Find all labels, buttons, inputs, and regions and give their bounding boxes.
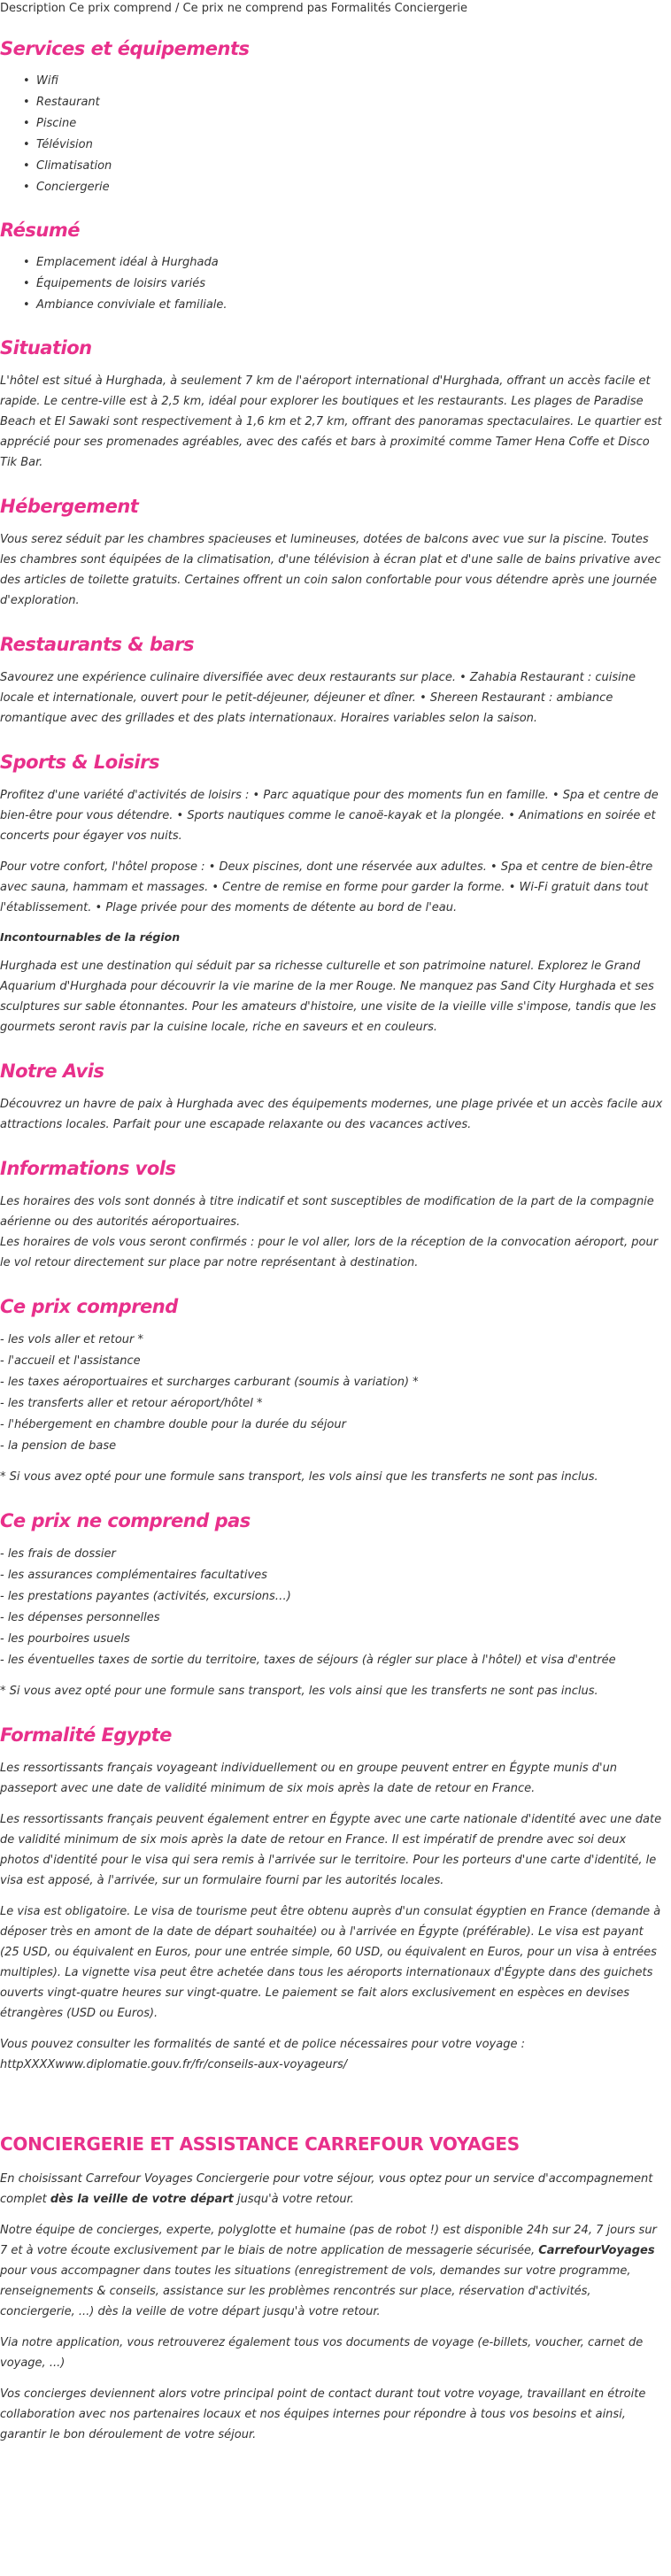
divider: [0, 2112, 666, 2113]
conciergerie-p1: [0, 2169, 666, 2210]
formalite-link[interactable]: httpXXXXwww.diplomatie.gouv.fr/fr/conseils-aux-voyageurs/: [0, 2058, 348, 2071]
vols-line-2: Les horaires de vols vous seront confirmés : pour le vol aller, lors de la réception de la convocation aéroport, pour le vol retour directement sur place par notre représentant à destination.: [0, 1236, 659, 1269]
formalite-p3: Le visa est obligatoire. Le visa de tourisme peut être obtenu auprès d'un consulat égyptien en France (demande à déposer très en amont de la date de départ souhaitée) ou à l'arrivée en Égypte (préférable). Le visa est payant (25 USD, ou équivalent en Euros, pour une entrée simple, 60 USD, ou équivalent en Euros, pour un visa à entrées multiples). La vignette visa peut être achetée dans tous les aéroports internationaux d'Égypte dans des guichets ouverts vingt-quatre heures sur vingt-quatre. Le paiement se fait alors exclusivement en espèces en devises étrangères (USD ou Euros).: [0, 1905, 661, 2020]
tab-bar: [0, 0, 666, 18]
list-item: - les éventuelles taxes de sortie du territoire, taxes de séjours (à régler sur place à l'hôtel) et visa d'entrée: [0, 1654, 616, 1667]
vols-line-1: Les horaires des vols sont donnés à titre indicatif et sont susceptibles de modification de la part de la compagnie aérienne ou des autorités aéroportuaires.: [0, 1195, 654, 1229]
list-item: • Ambiance conviviale et familiale.: [23, 295, 666, 316]
formalite-p2: Les ressortissants français peuvent également entrer en Égypte avec une carte nationale d'identité avec une date de validité minimum de six mois après la date de retour en France. Il est impératif de prendre avec soi deux photos d'identité pour le visa qui sera remis à l'arrivée sur le territoire. Pour les porteurs d'une carte d'identité, le visa est apposé, à l'arrivée, sur un formulaire fourni par les autorités locales.: [0, 1813, 662, 1887]
list-item: - les assurances complémentaires facultatives: [0, 1569, 267, 1582]
services-list: [23, 71, 666, 198]
restaurants-title: Restaurants & bars: [0, 634, 195, 655]
list-item: - les transferts aller et retour aéroport/hôtel *: [0, 1397, 263, 1410]
tab-description[interactable]: Description: [0, 2, 66, 15]
formalite-p4: Vous pouvez consulter les formalités de santé et de police nécessaires pour votre voyage :: [0, 2038, 525, 2051]
conciergerie-p1-text: En choisissant Carrefour Voyages Conciergerie pour votre séjour, vous optez pour un service d'accompagnement complet: [0, 2172, 653, 2206]
conciergerie-p3: Via notre application, vous retrouverez également tous vos documents de voyage (e-billets, voucher, carnet de voyage, ...): [0, 2336, 644, 2370]
conciergerie-title: CONCIERGERIE ET ASSISTANCE CARREFOUR VOYAGES: [0, 2133, 520, 2155]
conciergerie-p1-bold: dès la veille de votre départ: [50, 2193, 234, 2206]
incontournables-text: Hurghada est une destination qui séduit par sa richesse culturelle et son patrimoine naturel. Explorez le Grand Aquarium d'Hurghada pour découvrir la vie marine de la mer Rouge. Ne manquez pas Sand City Hurghada et ses sculptures sur sable étonnantes. Pour les amateurs d'histoire, une visite de la vieille ville s'impose, tandis que les gourmets seront ravis par la cuisine locale, riche en saveurs et en couleurs.: [0, 960, 657, 1034]
comprend-title: Ce prix comprend: [0, 1296, 178, 1317]
conciergerie-p2: [0, 2220, 666, 2322]
list-item: - les taxes aéroportuaires et surcharges carburant (soumis à variation) *: [0, 1376, 419, 1389]
list-item: - l'accueil et l'assistance: [0, 1354, 141, 1368]
ne-comprend-list: [0, 1544, 666, 1671]
list-item: • Wifi: [23, 71, 666, 92]
sports-text-1: Profitez d'une variété d'activités de loisirs : • Parc aquatique pour des moments fun en famille. • Spa et centre de bien-être pour vous détendre. • Sports nautiques comme le canoë-kayak et la plongée. • Animations en soirée et concerts pour égayer vos nuits.: [0, 789, 659, 843]
restaurants-text: Savourez une expérience culinaire diversifiée avec deux restaurants sur place. • Zahabia Restaurant : cuisine locale et internationale, ouvert pour le petit-déjeuner, déjeuner et dîner. • Shereen Restaurant : ambiance romantique avec des grillades et des plats internationaux. Horaires variables selon la saison.: [0, 671, 636, 725]
list-item: • Télévision: [23, 135, 666, 156]
sports-title: Sports & Loisirs: [0, 752, 159, 773]
comprend-list: [0, 1330, 666, 1457]
list-item: - la pension de base: [0, 1439, 117, 1453]
conciergerie-p2-end: pour vous accompagner dans toutes les situations (enregistrement de vols, demandes sur votre programme, renseignements & conseils, assistance sur les problèmes rencontrés sur place, réservation d'activités, conciergerie, ...) dès la veille de votre départ jusqu'à votre retour.: [0, 2264, 631, 2318]
resume-list: [23, 252, 666, 316]
hebergement-title: Hébergement: [0, 496, 139, 517]
vols-title: Informations vols: [0, 1158, 176, 1179]
incontournables-heading: Incontournables de la région: [0, 930, 181, 944]
avis-text: Découvrez un havre de paix à Hurghada avec des équipements modernes, une plage privée et un accès facile aux attractions locales. Parfait pour une escapade relaxante ou des vacances actives.: [0, 1098, 663, 1131]
tab-prix[interactable]: Ce prix comprend / Ce prix ne comprend pas: [69, 2, 328, 15]
situation-text: L'hôtel est situé à Hurghada, à seulement 7 km de l'aéroport international d'Hurghada, offrant un accès facile et rapide. Le centre-ville est à 2,5 km, idéal pour explorer les boutiques et les restaurants. Les plages de Paradise Beach et El Sawaki sont respectivement à 1,6 km et 2,7 km, offrant des panoramas spectaculaires. Le quartier est apprécié pour ses promenades agréables, avec des cafés et bars à proximité comme Tamer Hena Coffe et Disco Tik Bar.: [0, 374, 662, 469]
list-item: - les frais de dossier: [0, 1547, 116, 1561]
conciergerie-p4: Vos concierges deviennent alors votre principal point de contact durant tout votre voyage, travaillant en étroite collaboration avec nos partenaires locaux et nos équipes internes pour répondre à tous vos besoins et ainsi, garantir le bon déroulement de votre séjour.: [0, 2387, 646, 2441]
sports-text-2: Pour votre confort, l'hôtel propose : • Deux piscines, dont une réservée aux adultes. • Spa et centre de bien-être avec sauna, hammam et massages. • Centre de remise en forme pour garder la forme. • Wi-Fi gratuit dans tout l'établissement. • Plage privée pour des moments de détente au bord de l'eau.: [0, 860, 653, 914]
situation-title: Situation: [0, 337, 92, 359]
services-title: Services et équipements: [0, 38, 250, 59]
ne-comprend-title: Ce prix ne comprend pas: [0, 1510, 251, 1531]
conciergerie-p1-end: jusqu'à votre retour.: [233, 2193, 354, 2206]
list-item: - l'hébergement en chambre double pour la durée du séjour: [0, 1418, 346, 1431]
formalite-p1: Les ressortissants français voyageant individuellement ou en groupe peuvent entrer en Égypte munis d'un passeport avec une date de validité minimum de six mois après la date de retour en France.: [0, 1762, 618, 1795]
conciergerie-p2-bold: CarrefourVoyages: [538, 2244, 655, 2257]
list-item: • Climatisation: [23, 156, 666, 177]
list-item: - les pourboires usuels: [0, 1632, 130, 1646]
list-item: • Restaurant: [23, 92, 666, 113]
list-item: • Emplacement idéal à Hurghada: [23, 252, 666, 274]
list-item: - les dépenses personnelles: [0, 1611, 160, 1624]
resume-title: Résumé: [0, 220, 80, 241]
conciergerie-p2-text: Notre équipe de concierges, experte, polyglotte et humaine (pas de robot !) est disponible 24h sur 24, 7 jours sur 7 et à votre écoute exclusivement par le biais de notre application de messagerie sécurisée,: [0, 2224, 657, 2257]
ne-comprend-note: * Si vous avez opté pour une formule sans transport, les vols ainsi que les transferts ne sont pas inclus.: [0, 1685, 598, 1698]
tab-formalites[interactable]: Formalités: [330, 2, 391, 15]
list-item: • Équipements de loisirs variés: [23, 274, 666, 295]
list-item: • Conciergerie: [23, 177, 666, 198]
comprend-note: * Si vous avez opté pour une formule sans transport, les vols ainsi que les transferts ne sont pas inclus.: [0, 1470, 598, 1484]
avis-title: Notre Avis: [0, 1060, 104, 1082]
list-item: • Piscine: [23, 113, 666, 135]
hebergement-text: Vous serez séduit par les chambres spacieuses et lumineuses, dotées de balcons avec vue sur la piscine. Toutes les chambres sont équipées de la climatisation, d'une télévision à écran plat et d'une salle de bains privative avec des articles de toilette gratuits. Certaines offrent un coin salon confortable pour vous détendre après une journée d'exploration.: [0, 533, 661, 607]
list-item: - les vols aller et retour *: [0, 1333, 144, 1346]
tab-conciergerie[interactable]: Conciergerie: [394, 2, 467, 15]
list-item: - les prestations payantes (activités, excursions…): [0, 1590, 291, 1603]
formalite-title: Formalité Egypte: [0, 1724, 172, 1746]
